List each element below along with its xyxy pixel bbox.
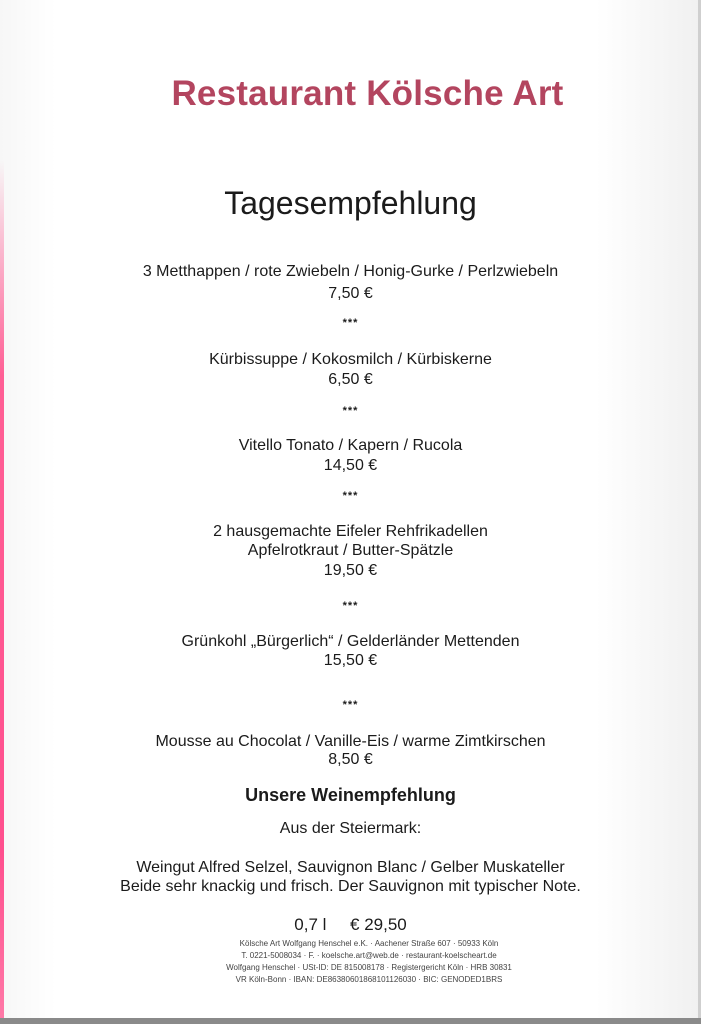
wine-description-line-2: Beide sehr knackig und frisch. Der Sauvignon mit typischer Note. bbox=[120, 878, 581, 895]
wine-heading: Unsere Weinempfehlung bbox=[245, 785, 456, 805]
separator-5: *** bbox=[342, 699, 359, 711]
menu-item-1-description: 3 Metthappen / rote Zwiebeln / Honig-Gurke / Perlzwiebeln bbox=[142, 263, 559, 280]
footer-line-2: T. 0221-5008034 · F. · koelsche.art@web.de · restaurant-koelscheart.de bbox=[241, 951, 497, 960]
wine-price: 0,7 l € 29,50 bbox=[294, 915, 407, 934]
menu-item-6-price: 8,50 € bbox=[328, 751, 373, 768]
separator-1: *** bbox=[342, 317, 359, 329]
menu-item-5-description: Grünkohl „Bürgerlich“ / Gelderländer Mettenden bbox=[181, 633, 520, 650]
menu-item-4-description-line-1: 2 hausgemachte Eifeler Rehfrikadellen bbox=[213, 523, 488, 540]
separator-2: *** bbox=[342, 405, 359, 417]
menu-item-4-price: 19,50 € bbox=[323, 562, 378, 579]
wine-description-line-1: Weingut Alfred Selzel, Sauvignon Blanc / Gelber Muskateller bbox=[136, 859, 565, 876]
wine-region: Aus der Steiermark: bbox=[279, 820, 422, 837]
page-heading: Tagesempfehlung bbox=[224, 185, 477, 221]
restaurant-name: Restaurant Kölsche Art bbox=[171, 74, 564, 113]
menu-item-1-price: 7,50 € bbox=[328, 285, 373, 302]
menu-item-2-price: 6,50 € bbox=[328, 371, 373, 388]
menu-item-4-description-line-2: Apfelrotkraut / Butter-Spätzle bbox=[247, 542, 454, 559]
menu-item-3-description: Vitello Tonato / Kapern / Rucola bbox=[238, 437, 463, 454]
menu-item-6-description: Mousse au Chocolat / Vanille-Eis / warme Zimtkirschen bbox=[155, 733, 546, 750]
footer-line-3: Wolfgang Henschel · USt-ID: DE 815008178 · Registergericht Köln · HRB 30831 bbox=[226, 963, 512, 972]
menu-item-2-description: Kürbissuppe / Kokosmilch / Kürbiskerne bbox=[209, 351, 492, 368]
footer-line-4: VR Köln-Bonn · IBAN: DE86380601868101126030 · BIC: GENODED1BRS bbox=[235, 975, 503, 984]
menu-item-3-price: 14,50 € bbox=[323, 457, 378, 474]
separator-4: *** bbox=[342, 600, 359, 612]
menu-item-5-price: 15,50 € bbox=[323, 652, 378, 669]
page-bottom-edge bbox=[0, 1018, 701, 1024]
separator-3: *** bbox=[342, 490, 359, 502]
footer-line-1: Kölsche Art Wolfgang Henschel e.K. · Aachener Straße 607 · 50933 Köln bbox=[239, 939, 499, 948]
